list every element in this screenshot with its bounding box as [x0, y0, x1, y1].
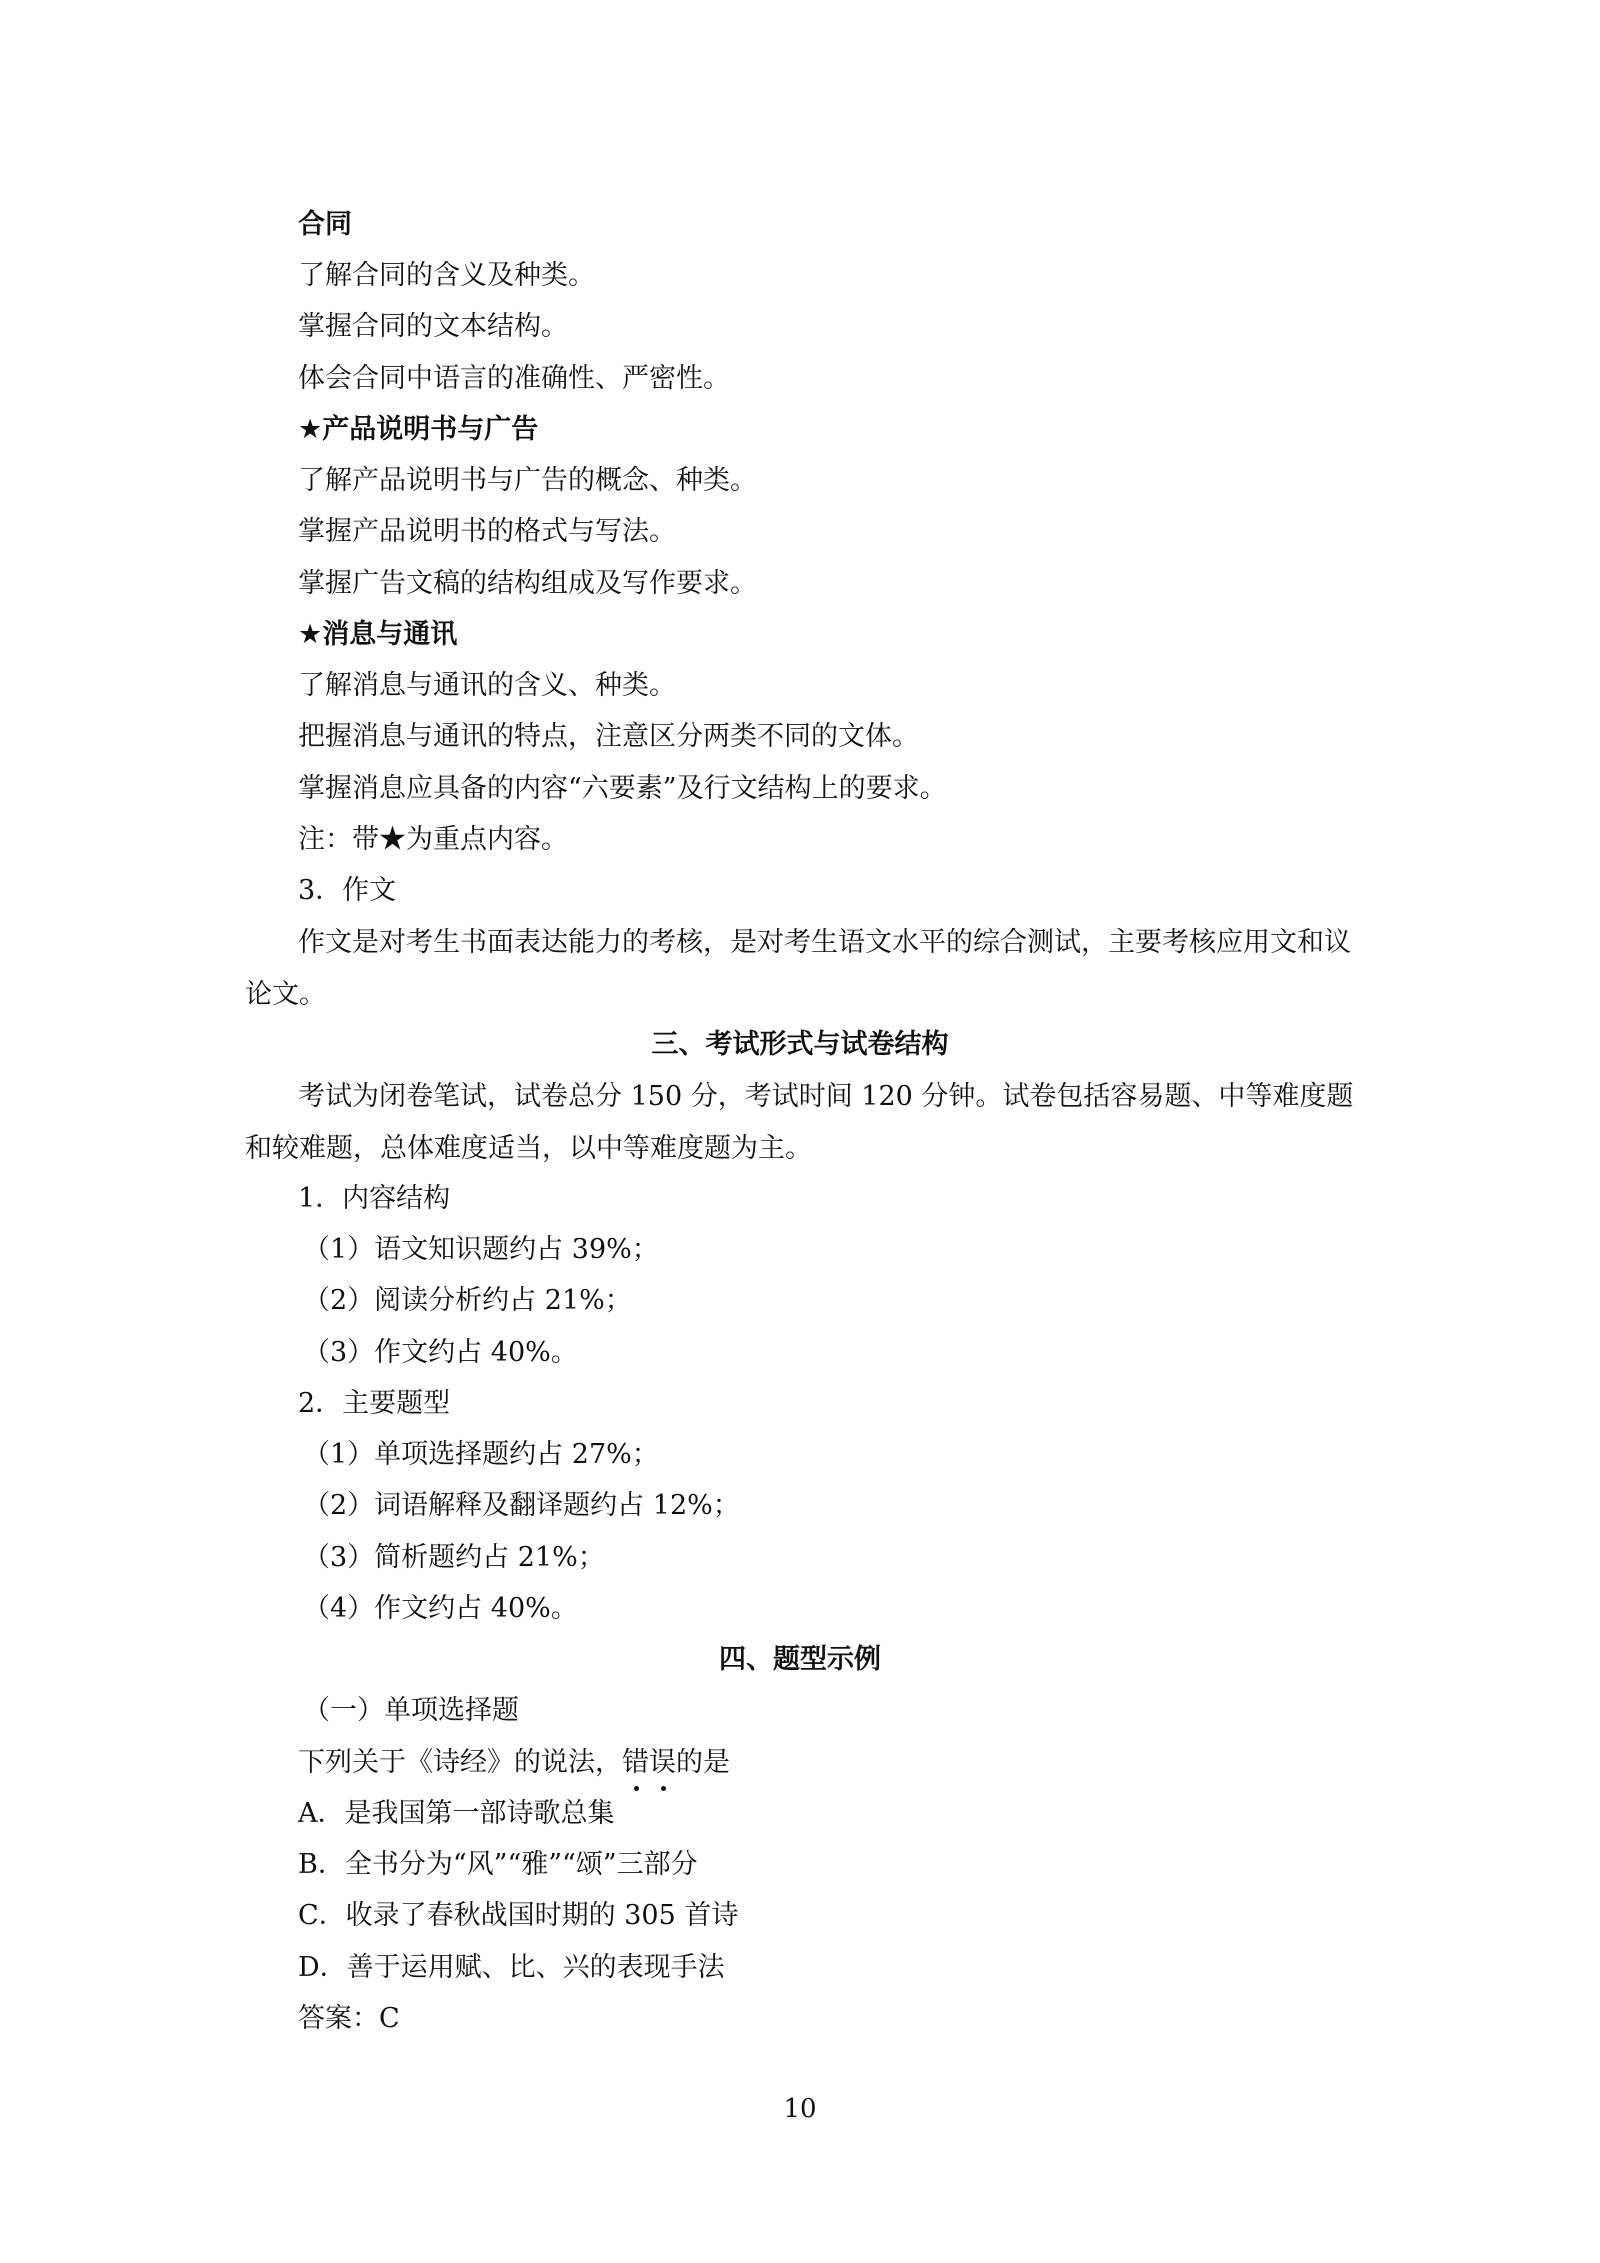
emphasis-char: 错	[622, 1743, 649, 1783]
option-c: C．收录了春秋战国时期的 305 首诗	[298, 1900, 739, 1931]
question-stem	[298, 1743, 730, 1783]
contract-heading: 合同	[298, 209, 352, 240]
option-a: A．是我国第一部诗歌总集	[298, 1798, 615, 1829]
page-number: 10	[783, 2094, 817, 2124]
product-item: 掌握广告文稿的结构组成及写作要求。	[298, 568, 757, 599]
option-b: B．全书分为“风”“雅”“颂”三部分	[298, 1849, 698, 1880]
product-item: 掌握产品说明书的格式与写法。	[298, 516, 676, 547]
question-type-heading: （一）单项选择题	[303, 1695, 519, 1726]
emphasis-char: 误	[649, 1743, 676, 1783]
structure-item: （3）作文约占 40%。	[303, 1337, 578, 1368]
contract-item: 体会合同中语言的准确性、严密性。	[298, 363, 730, 394]
news-item: 把握消息与通讯的特点，注意区分两类不同的文体。	[298, 721, 919, 752]
question-stem-suffix: 的是	[676, 1747, 730, 1778]
types-item: （3）简析题约占 21%；	[303, 1542, 605, 1573]
types-item: （4）作文约占 40%。	[303, 1593, 578, 1624]
news-item: 掌握消息应具备的内容“六要素”及行文结构上的要求。	[298, 773, 947, 804]
product-heading: ★产品说明书与广告	[298, 414, 539, 445]
composition-heading: 3．作文	[298, 875, 397, 906]
answer-text: 答案：C	[298, 2003, 400, 2034]
news-heading: ★消息与通讯	[298, 619, 458, 650]
types-item: （1）单项选择题约占 27%；	[303, 1439, 659, 1470]
structure-heading: 1．内容结构	[298, 1183, 451, 1214]
contract-item: 了解合同的含义及种类。	[298, 260, 595, 291]
section4-title: 四、题型示例	[719, 1644, 881, 1675]
note-text: 注：带★为重点内容。	[298, 824, 568, 855]
section3-title: 三、考试形式与试卷结构	[651, 1029, 949, 1060]
contract-item: 掌握合同的文本结构。	[298, 311, 568, 342]
news-item: 了解消息与通讯的含义、种类。	[298, 670, 676, 701]
option-d: D．善于运用赋、比、兴的表现手法	[298, 1952, 725, 1983]
types-item: （2）词语解释及翻译题约占 12%；	[303, 1490, 740, 1521]
structure-item: （2）阅读分析约占 21%；	[303, 1285, 632, 1316]
structure-item: （1）语文知识题约占 39%；	[303, 1234, 659, 1265]
product-item: 了解产品说明书与广告的概念、种类。	[298, 465, 757, 496]
section3-intro: 考试为闭卷笔试，试卷总分 150 分，考试时间 120 分钟。试卷包括容易题、中等难度题和较难题，总体难度适当，以中等难度题为主。	[245, 1081, 1354, 1164]
question-stem-prefix: 下列关于《诗经》的说法，	[298, 1747, 622, 1778]
types-heading: 2．主要题型	[298, 1388, 451, 1419]
composition-paragraph: 作文是对考生书面表达能力的考核，是对考生语文水平的综合测试，主要考核应用文和议论文。	[245, 927, 1351, 1010]
